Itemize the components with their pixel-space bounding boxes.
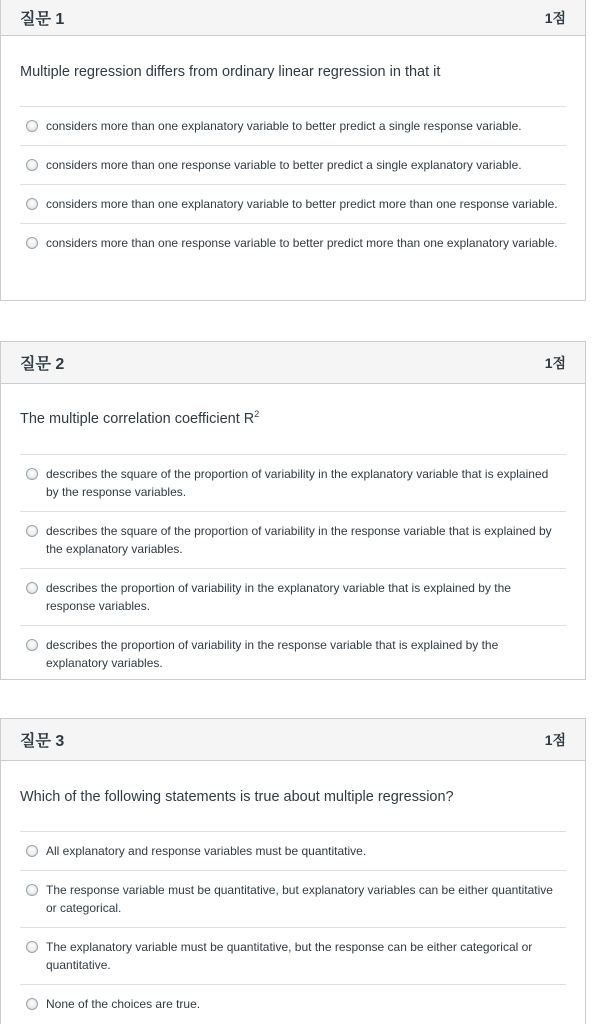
radio-button[interactable] [26,525,38,537]
question-body [1,384,585,682]
answer-text: None of the choices are true. [46,997,201,1011]
question-title: 질문 2 [20,356,65,373]
radio-button[interactable] [26,468,38,480]
answer-option[interactable] [20,185,566,224]
question-text [20,761,566,831]
answer-text: considers more than one response variable to better predict a single explanatory variable. [46,158,522,172]
answer-option[interactable] [20,455,566,512]
question-body [1,761,585,1023]
question-header [1,0,585,36]
question-text [20,36,566,106]
radio-button[interactable] [26,120,38,132]
answer-text: describes the proportion of variability in the response variable that is explained by the explanatory variables. [46,638,499,670]
answer-option[interactable] [20,107,566,146]
answer-option[interactable] [20,569,566,626]
question-text [20,384,566,454]
question-header [1,342,585,384]
question-body [1,36,585,262]
radio-button[interactable] [26,582,38,594]
answer-option[interactable] [20,512,566,569]
radio-button[interactable] [26,198,38,210]
question-1 [0,0,586,301]
radio-button[interactable] [26,159,38,171]
answer-option[interactable] [20,985,566,1023]
answer-option[interactable] [20,928,566,985]
question-points: 1점 [544,731,566,748]
answer-option[interactable] [20,832,566,871]
answer-text: considers more than one explanatory variable to better predict more than one response variable. [46,197,558,211]
question-text-main: The multiple correlation coefficient R [20,411,255,427]
answer-text: The explanatory variable must be quantitative, but the response can be either categorical or quantitative. [46,940,533,972]
answer-option[interactable] [20,626,566,682]
answer-text: considers more than one response variable to better predict more than one explanatory variable. [46,236,558,250]
answer-list [20,106,566,262]
question-text-main: Which of the following statements is true about multiple regression? [20,789,454,805]
answer-text: All explanatory and response variables must be quantitative. [46,844,367,858]
question-points: 1점 [544,354,566,371]
answer-text: describes the square of the proportion of variability in the response variable that is explained by the explanatory variables. [46,524,552,556]
answer-option[interactable] [20,871,566,928]
question-3 [0,718,586,1024]
answer-text: describes the square of the proportion of variability in the explanatory variable that is explained by the response variables. [46,467,549,499]
question-title: 질문 3 [20,733,65,750]
question-title: 질문 1 [20,11,65,28]
answer-text: describes the proportion of variability in the explanatory variable that is explained by the response variables. [46,581,511,613]
radio-button[interactable] [26,639,38,651]
radio-button[interactable] [26,884,38,896]
question-header [1,719,585,761]
radio-button[interactable] [26,845,38,857]
question-points: 1점 [544,9,566,26]
radio-button[interactable] [26,998,38,1010]
question-2 [0,341,586,680]
answer-list [20,831,566,1023]
answer-text: The response variable must be quantitative, but explanatory variables can be either quantitative or categorical. [46,883,553,915]
answer-option[interactable] [20,146,566,185]
superscript: 2 [254,409,260,420]
radio-button[interactable] [26,941,38,953]
answer-option[interactable] [20,224,566,262]
answer-list [20,454,566,682]
radio-button[interactable] [26,237,38,249]
question-text-main: Multiple regression differs from ordinary linear regression in that it [20,64,441,80]
answer-text: considers more than one explanatory variable to better predict a single response variable. [46,119,522,133]
